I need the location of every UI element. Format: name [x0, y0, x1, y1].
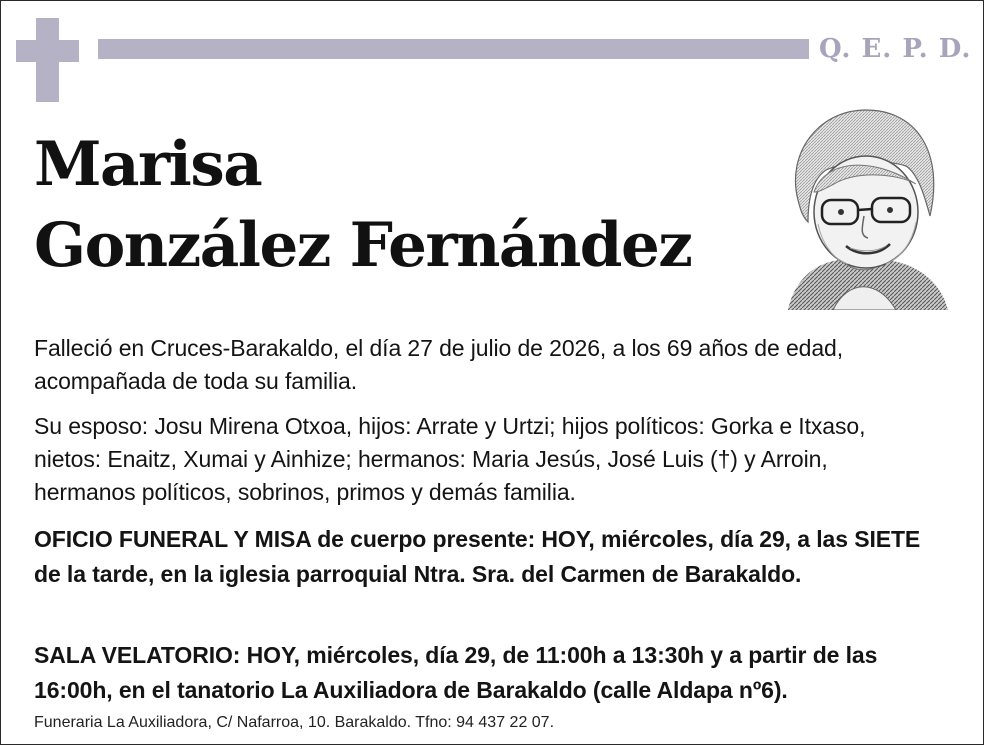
wake-room-info: SALA VELATORIO: HOY, miércoles, día 29, de 11:00h a 13:30h y a partir de las 16:00h, en el tanatorio La Auxiliadora de Barakaldo (calle Aldapa nº6).	[34, 642, 878, 703]
deceased-surnames: González Fernández	[34, 210, 692, 281]
header-rule	[98, 39, 809, 59]
deceased-portrait	[778, 104, 950, 310]
funeral-service-info: OFICIO FUNERAL Y MISA de cuerpo presente: HOY, miércoles, día 29, a las SIETE de la tarde, en la iglesia parroquial Ntra. Sra. del Carmen de Barakaldo.	[34, 526, 921, 587]
family-members: Su esposo: Josu Mirena Otxoa, hijos: Arrate y Urtzi; hijos políticos: Gorka e Itxaso, nietos: Enaitz, Xumai y Ainhize; hermanos: Maria Jesús, José Luis (†) y Arroin, hermanos políticos, sobrinos, primos y demás familia.	[34, 413, 866, 505]
deceased-first-name: Marisa	[34, 129, 262, 200]
cross-icon-bar	[16, 40, 79, 62]
death-announcement: Falleció en Cruces-Barakaldo, el día 27 de julio de 2026, a los 69 años de edad, acompañada de toda su familia.	[34, 335, 844, 394]
qepd-label: Q. E. P. D.	[819, 34, 972, 64]
funeral-home-contact: Funeraria La Auxiliadora, C/ Nafarroa, 10. Barakaldo. Tfno: 94 437 22 07.	[34, 714, 555, 731]
